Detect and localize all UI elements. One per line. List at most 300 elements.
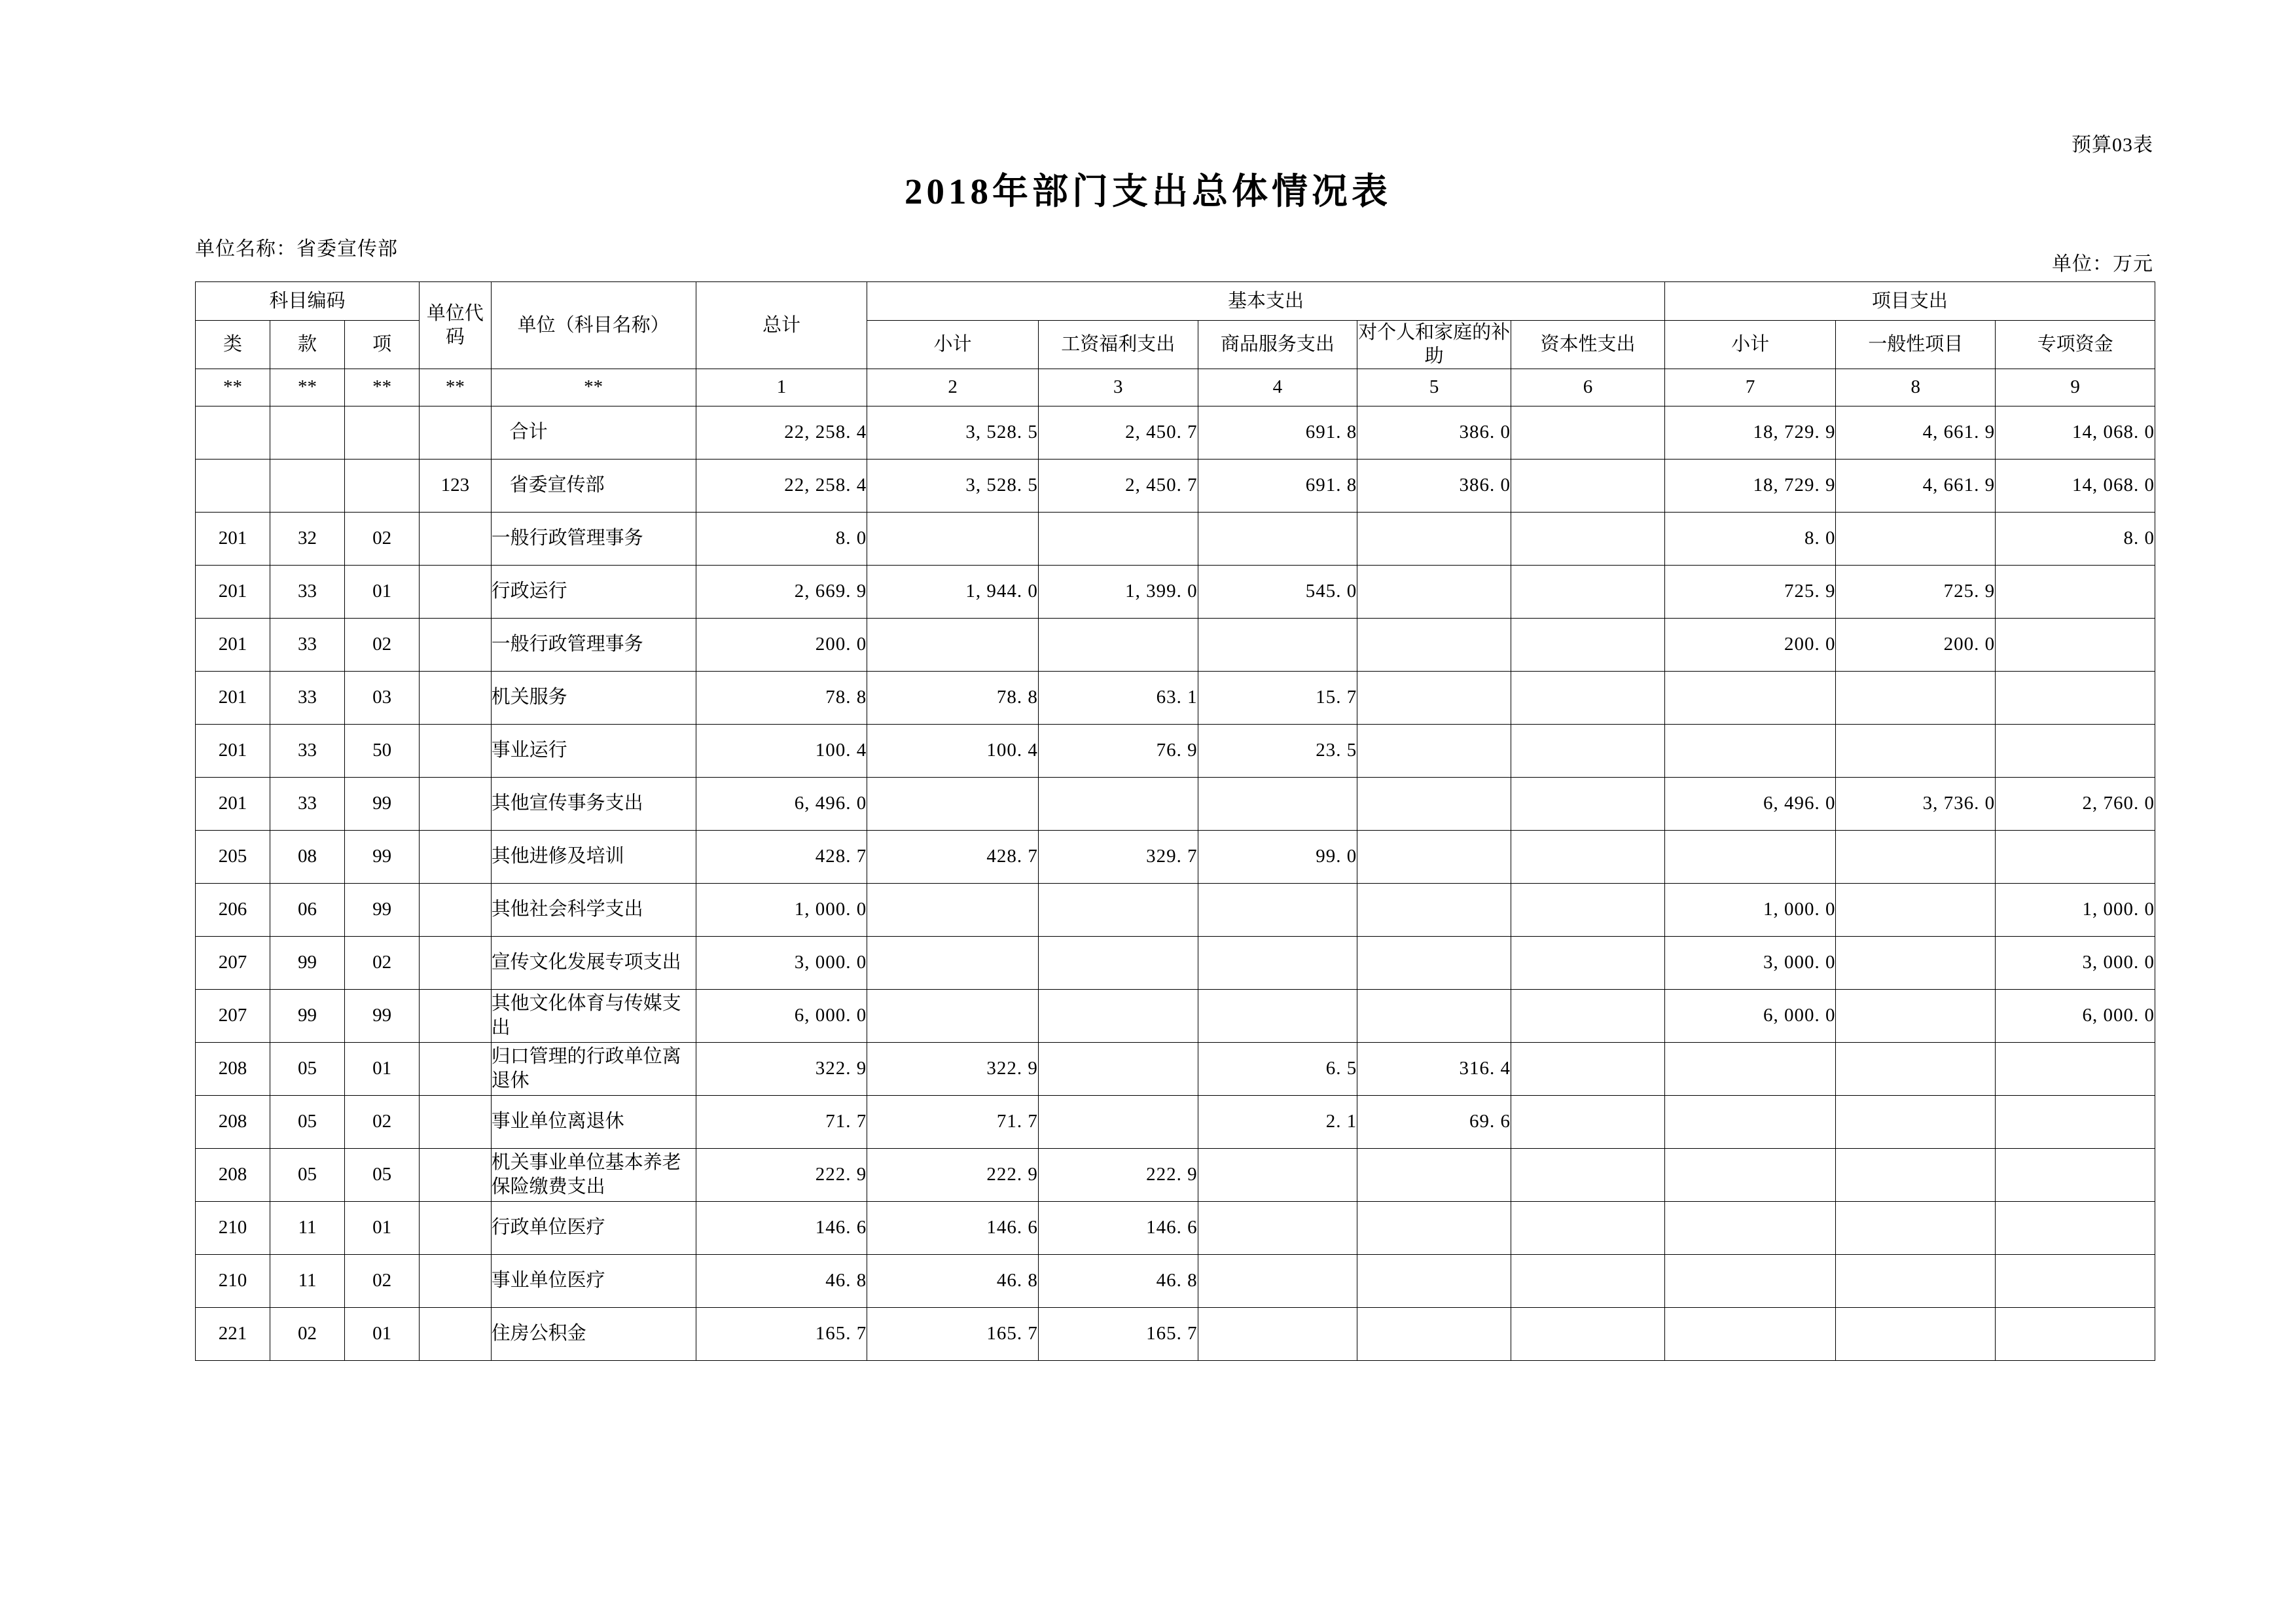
colnum-4: 4 <box>1198 369 1357 406</box>
unit-measure-label: 单位：万元 <box>2052 253 2153 275</box>
cell-personal-family <box>1357 565 1511 618</box>
cell-kuan: 05 <box>270 1042 345 1095</box>
cell-special-fund <box>1996 565 2155 618</box>
cell-lei: 208 <box>196 1148 270 1201</box>
cell-xiang: 02 <box>345 512 420 565</box>
cell-salary-welfare: 63. 1 <box>1038 671 1198 724</box>
cell-personal-family <box>1357 1148 1511 1201</box>
cell-unit-code <box>420 1148 492 1201</box>
cell-general-project: 4, 661. 9 <box>1836 459 1996 512</box>
star-lei: ** <box>196 369 270 406</box>
cell-lei: 205 <box>196 830 270 883</box>
table-row <box>196 777 2155 830</box>
cell-project-subtotal: 3, 000. 0 <box>1664 936 1836 989</box>
cell-basic-subtotal <box>867 777 1039 830</box>
cell-unit-name: 事业单位医疗 <box>491 1254 696 1307</box>
cell-total: 22, 258. 4 <box>696 406 867 459</box>
cell-general-project <box>1836 1254 1996 1307</box>
cell-general-project: 725. 9 <box>1836 565 1996 618</box>
star-kuan: ** <box>270 369 345 406</box>
cell-lei <box>196 406 270 459</box>
table-row <box>196 671 2155 724</box>
cell-general-project <box>1836 830 1996 883</box>
cell-personal-family <box>1357 989 1511 1042</box>
cell-project-subtotal <box>1664 1148 1836 1201</box>
cell-special-fund: 14, 068. 0 <box>1996 406 2155 459</box>
cell-personal-family <box>1357 671 1511 724</box>
cell-goods-services: 2. 1 <box>1198 1095 1357 1148</box>
cell-goods-services <box>1198 1307 1357 1360</box>
cell-goods-services <box>1198 777 1357 830</box>
cell-basic-subtotal <box>867 936 1039 989</box>
cell-salary-welfare <box>1038 936 1198 989</box>
cell-xiang: 05 <box>345 1148 420 1201</box>
cell-salary-welfare: 76. 9 <box>1038 724 1198 777</box>
cell-special-fund <box>1996 724 2155 777</box>
cell-salary-welfare <box>1038 618 1198 671</box>
cell-basic-subtotal: 3, 528. 5 <box>867 459 1039 512</box>
cell-lei <box>196 459 270 512</box>
cell-salary-welfare <box>1038 883 1198 936</box>
cell-total: 22, 258. 4 <box>696 459 867 512</box>
cell-basic-subtotal <box>867 883 1039 936</box>
cell-kuan: 33 <box>270 565 345 618</box>
table-row <box>196 459 2155 512</box>
table-row <box>196 1095 2155 1148</box>
cell-general-project: 200. 0 <box>1836 618 1996 671</box>
cell-general-project <box>1836 1042 1996 1095</box>
cell-xiang: 01 <box>345 565 420 618</box>
cell-kuan: 02 <box>270 1307 345 1360</box>
cell-basic-subtotal: 1, 944. 0 <box>867 565 1039 618</box>
table-head <box>196 282 2155 406</box>
cell-personal-family <box>1357 936 1511 989</box>
cell-capital <box>1511 459 1665 512</box>
cell-kuan <box>270 459 345 512</box>
cell-goods-services <box>1198 1254 1357 1307</box>
cell-unit-name: 其他进修及培训 <box>491 830 696 883</box>
cell-unit-code <box>420 618 492 671</box>
table-row <box>196 1254 2155 1307</box>
cell-goods-services: 545. 0 <box>1198 565 1357 618</box>
cell-project-subtotal: 8. 0 <box>1664 512 1836 565</box>
cell-capital <box>1511 512 1665 565</box>
cell-unit-code <box>420 1042 492 1095</box>
cell-capital <box>1511 883 1665 936</box>
cell-xiang: 01 <box>345 1307 420 1360</box>
header-project-expense: 项目支出 <box>1664 282 2155 321</box>
cell-personal-family: 69. 6 <box>1357 1095 1511 1148</box>
cell-unit-name: 其他社会科学支出 <box>491 883 696 936</box>
cell-total: 200. 0 <box>696 618 867 671</box>
header-goods-services: 商品服务支出 <box>1198 321 1357 369</box>
cell-goods-services: 23. 5 <box>1198 724 1357 777</box>
page-title: 2018年部门支出总体情况表 <box>904 171 1391 211</box>
cell-goods-services: 691. 8 <box>1198 459 1357 512</box>
cell-capital <box>1511 830 1665 883</box>
cell-basic-subtotal: 78. 8 <box>867 671 1039 724</box>
cell-unit-name: 事业单位离退休 <box>491 1095 696 1148</box>
star-xiang: ** <box>345 369 420 406</box>
cell-special-fund <box>1996 618 2155 671</box>
colnum-8: 8 <box>1836 369 1996 406</box>
cell-unit-name: 行政单位医疗 <box>491 1201 696 1254</box>
cell-general-project <box>1836 512 1996 565</box>
cell-unit-code <box>420 830 492 883</box>
cell-general-project: 3, 736. 0 <box>1836 777 1996 830</box>
cell-salary-welfare <box>1038 1042 1198 1095</box>
cell-xiang: 02 <box>345 1095 420 1148</box>
cell-xiang <box>345 406 420 459</box>
cell-lei: 201 <box>196 565 270 618</box>
cell-kuan: 11 <box>270 1254 345 1307</box>
cell-total: 222. 9 <box>696 1148 867 1201</box>
cell-basic-subtotal <box>867 512 1039 565</box>
header-code-group: 科目编码 <box>196 282 420 321</box>
table-row <box>196 1307 2155 1360</box>
cell-special-fund <box>1996 1201 2155 1254</box>
cell-personal-family: 316. 4 <box>1357 1042 1511 1095</box>
cell-basic-subtotal: 165. 7 <box>867 1307 1039 1360</box>
cell-unit-code <box>420 671 492 724</box>
header-personal-family: 对个人和家庭的补助 <box>1357 321 1511 369</box>
cell-total: 78. 8 <box>696 671 867 724</box>
cell-xiang: 99 <box>345 777 420 830</box>
cell-project-subtotal <box>1664 1254 1836 1307</box>
cell-kuan: 11 <box>270 1201 345 1254</box>
cell-basic-subtotal <box>867 618 1039 671</box>
cell-unit-name: 事业运行 <box>491 724 696 777</box>
cell-unit-code <box>420 512 492 565</box>
cell-project-subtotal <box>1664 1307 1836 1360</box>
cell-project-subtotal <box>1664 1042 1836 1095</box>
cell-kuan: 99 <box>270 936 345 989</box>
cell-xiang: 02 <box>345 618 420 671</box>
cell-unit-code <box>420 883 492 936</box>
cell-personal-family <box>1357 1254 1511 1307</box>
cell-general-project <box>1836 1148 1996 1201</box>
header-lei: 类 <box>196 321 270 369</box>
cell-personal-family: 386. 0 <box>1357 459 1511 512</box>
cell-salary-welfare <box>1038 1095 1198 1148</box>
cell-project-subtotal: 6, 496. 0 <box>1664 777 1836 830</box>
cell-unit-code <box>420 1307 492 1360</box>
cell-personal-family <box>1357 830 1511 883</box>
cell-unit-name: 住房公积金 <box>491 1307 696 1360</box>
cell-lei: 221 <box>196 1307 270 1360</box>
cell-goods-services <box>1198 512 1357 565</box>
table-row <box>196 618 2155 671</box>
table-row <box>196 565 2155 618</box>
cell-general-project <box>1836 883 1996 936</box>
cell-goods-services: 691. 8 <box>1198 406 1357 459</box>
cell-capital <box>1511 936 1665 989</box>
cell-capital <box>1511 1307 1665 1360</box>
cell-capital <box>1511 1095 1665 1148</box>
table-row <box>196 883 2155 936</box>
cell-unit-name: 省委宣传部 <box>491 459 696 512</box>
cell-project-subtotal: 200. 0 <box>1664 618 1836 671</box>
cell-basic-subtotal: 222. 9 <box>867 1148 1039 1201</box>
cell-project-subtotal: 725. 9 <box>1664 565 1836 618</box>
cell-kuan: 08 <box>270 830 345 883</box>
cell-capital <box>1511 1042 1665 1095</box>
budget-table <box>195 281 2155 1361</box>
cell-goods-services <box>1198 936 1357 989</box>
cell-general-project <box>1836 1095 1996 1148</box>
table-row <box>196 830 2155 883</box>
cell-goods-services <box>1198 618 1357 671</box>
cell-general-project: 4, 661. 9 <box>1836 406 1996 459</box>
header-row-groups <box>196 282 2155 321</box>
cell-project-subtotal <box>1664 1201 1836 1254</box>
cell-goods-services <box>1198 883 1357 936</box>
cell-capital <box>1511 618 1665 671</box>
table-row <box>196 936 2155 989</box>
cell-total: 71. 7 <box>696 1095 867 1148</box>
cell-special-fund: 1, 000. 0 <box>1996 883 2155 936</box>
cell-basic-subtotal: 146. 6 <box>867 1201 1039 1254</box>
cell-total: 6, 000. 0 <box>696 989 867 1042</box>
cell-special-fund: 2, 760. 0 <box>1996 777 2155 830</box>
cell-goods-services <box>1198 1201 1357 1254</box>
cell-unit-name: 机关服务 <box>491 671 696 724</box>
table-row <box>196 724 2155 777</box>
cell-salary-welfare <box>1038 777 1198 830</box>
cell-goods-services <box>1198 989 1357 1042</box>
cell-basic-subtotal: 100. 4 <box>867 724 1039 777</box>
cell-special-fund <box>1996 1095 2155 1148</box>
table-row <box>196 1042 2155 1095</box>
cell-special-fund: 14, 068. 0 <box>1996 459 2155 512</box>
cell-lei: 208 <box>196 1095 270 1148</box>
cell-kuan: 33 <box>270 671 345 724</box>
cell-xiang: 99 <box>345 989 420 1042</box>
cell-general-project <box>1836 1307 1996 1360</box>
colnum-5: 5 <box>1357 369 1511 406</box>
header-project-subtotal: 小计 <box>1664 321 1836 369</box>
cell-capital <box>1511 1148 1665 1201</box>
cell-basic-subtotal <box>867 989 1039 1042</box>
cell-kuan: 05 <box>270 1095 345 1148</box>
cell-total: 322. 9 <box>696 1042 867 1095</box>
header-general-project: 一般性项目 <box>1836 321 1996 369</box>
cell-salary-welfare: 329. 7 <box>1038 830 1198 883</box>
cell-capital <box>1511 1254 1665 1307</box>
cell-goods-services: 15. 7 <box>1198 671 1357 724</box>
cell-lei: 201 <box>196 777 270 830</box>
cell-lei: 210 <box>196 1254 270 1307</box>
cell-xiang: 02 <box>345 936 420 989</box>
cell-unit-name: 一般行政管理事务 <box>491 618 696 671</box>
cell-unit-code: 123 <box>420 459 492 512</box>
cell-salary-welfare <box>1038 512 1198 565</box>
cell-lei: 201 <box>196 671 270 724</box>
header-total: 总计 <box>696 282 867 369</box>
table-row <box>196 989 2155 1042</box>
cell-unit-code <box>420 936 492 989</box>
colnum-1: 1 <box>696 369 867 406</box>
cell-project-subtotal: 1, 000. 0 <box>1664 883 1836 936</box>
cell-goods-services <box>1198 1148 1357 1201</box>
cell-lei: 208 <box>196 1042 270 1095</box>
cell-capital <box>1511 406 1665 459</box>
cell-capital <box>1511 565 1665 618</box>
cell-project-subtotal: 6, 000. 0 <box>1664 989 1836 1042</box>
cell-xiang: 02 <box>345 1254 420 1307</box>
cell-total: 6, 496. 0 <box>696 777 867 830</box>
cell-kuan: 33 <box>270 618 345 671</box>
cell-unit-name: 其他文化体育与传媒支出 <box>491 989 696 1042</box>
cell-project-subtotal: 18, 729. 9 <box>1664 459 1836 512</box>
cell-total: 1, 000. 0 <box>696 883 867 936</box>
cell-lei: 207 <box>196 989 270 1042</box>
cell-capital <box>1511 989 1665 1042</box>
cell-kuan: 99 <box>270 989 345 1042</box>
cell-basic-subtotal: 322. 9 <box>867 1042 1039 1095</box>
cell-unit-name: 机关事业单位基本养老保险缴费支出 <box>491 1148 696 1201</box>
cell-xiang: 50 <box>345 724 420 777</box>
star-unit-name: ** <box>491 369 696 406</box>
header-capital: 资本性支出 <box>1511 321 1665 369</box>
table-row <box>196 1148 2155 1201</box>
cell-general-project <box>1836 936 1996 989</box>
cell-special-fund: 6, 000. 0 <box>1996 989 2155 1042</box>
cell-special-fund <box>1996 1307 2155 1360</box>
cell-basic-subtotal: 428. 7 <box>867 830 1039 883</box>
cell-capital <box>1511 1201 1665 1254</box>
cell-kuan: 33 <box>270 724 345 777</box>
cell-kuan: 32 <box>270 512 345 565</box>
cell-personal-family <box>1357 1201 1511 1254</box>
cell-project-subtotal <box>1664 724 1836 777</box>
cell-unit-code <box>420 1095 492 1148</box>
cell-general-project <box>1836 724 1996 777</box>
cell-total: 46. 8 <box>696 1254 867 1307</box>
cell-unit-name: 一般行政管理事务 <box>491 512 696 565</box>
cell-lei: 201 <box>196 724 270 777</box>
cell-general-project <box>1836 1201 1996 1254</box>
header-xiang: 项 <box>345 321 420 369</box>
header-salary-welfare: 工资福利支出 <box>1038 321 1198 369</box>
cell-unit-code <box>420 406 492 459</box>
header-unit-name: 单位（科目名称） <box>491 282 696 369</box>
cell-salary-welfare: 222. 9 <box>1038 1148 1198 1201</box>
cell-lei: 201 <box>196 512 270 565</box>
colnum-3: 3 <box>1038 369 1198 406</box>
cell-general-project <box>1836 671 1996 724</box>
cell-xiang: 03 <box>345 671 420 724</box>
cell-xiang: 99 <box>345 830 420 883</box>
cell-capital <box>1511 724 1665 777</box>
cell-unit-code <box>420 1201 492 1254</box>
cell-personal-family: 386. 0 <box>1357 406 1511 459</box>
cell-total: 2, 669. 9 <box>696 565 867 618</box>
cell-total: 3, 000. 0 <box>696 936 867 989</box>
unit-name-label: 单位名称：省委宣传部 <box>195 238 398 260</box>
cell-kuan <box>270 406 345 459</box>
cell-special-fund <box>1996 1254 2155 1307</box>
cell-capital <box>1511 671 1665 724</box>
colnum-2: 2 <box>867 369 1039 406</box>
cell-project-subtotal <box>1664 830 1836 883</box>
table-body <box>196 406 2155 1360</box>
cell-special-fund <box>1996 671 2155 724</box>
cell-project-subtotal <box>1664 671 1836 724</box>
cell-salary-welfare <box>1038 989 1198 1042</box>
cell-salary-welfare: 1, 399. 0 <box>1038 565 1198 618</box>
cell-unit-name: 其他宣传事务支出 <box>491 777 696 830</box>
form-code-label: 预算03表 <box>2072 134 2153 156</box>
cell-xiang: 01 <box>345 1042 420 1095</box>
cell-salary-welfare: 146. 6 <box>1038 1201 1198 1254</box>
cell-unit-code <box>420 565 492 618</box>
cell-lei: 206 <box>196 883 270 936</box>
cell-unit-code <box>420 777 492 830</box>
header-basic-expense: 基本支出 <box>867 282 1665 321</box>
table-row <box>196 512 2155 565</box>
cell-total: 428. 7 <box>696 830 867 883</box>
cell-kuan: 06 <box>270 883 345 936</box>
colnum-6: 6 <box>1511 369 1665 406</box>
cell-xiang <box>345 459 420 512</box>
cell-unit-code <box>420 989 492 1042</box>
cell-basic-subtotal: 46. 8 <box>867 1254 1039 1307</box>
cell-goods-services: 99. 0 <box>1198 830 1357 883</box>
cell-special-fund: 3, 000. 0 <box>1996 936 2155 989</box>
cell-xiang: 01 <box>345 1201 420 1254</box>
cell-goods-services: 6. 5 <box>1198 1042 1357 1095</box>
colnum-9: 9 <box>1996 369 2155 406</box>
cell-kuan: 33 <box>270 777 345 830</box>
cell-salary-welfare: 165. 7 <box>1038 1307 1198 1360</box>
cell-unit-code <box>420 1254 492 1307</box>
header-basic-subtotal: 小计 <box>867 321 1039 369</box>
cell-unit-name: 行政运行 <box>491 565 696 618</box>
cell-unit-code <box>420 724 492 777</box>
cell-lei: 207 <box>196 936 270 989</box>
cell-personal-family <box>1357 512 1511 565</box>
cell-special-fund <box>1996 830 2155 883</box>
cell-special-fund: 8. 0 <box>1996 512 2155 565</box>
cell-salary-welfare: 46. 8 <box>1038 1254 1198 1307</box>
header-kuan: 款 <box>270 321 345 369</box>
cell-project-subtotal: 18, 729. 9 <box>1664 406 1836 459</box>
header-unit-code: 单位代码 <box>420 282 492 369</box>
cell-personal-family <box>1357 777 1511 830</box>
header-row-stars <box>196 369 2155 406</box>
cell-basic-subtotal: 3, 528. 5 <box>867 406 1039 459</box>
cell-personal-family <box>1357 618 1511 671</box>
cell-total: 146. 6 <box>696 1201 867 1254</box>
cell-special-fund <box>1996 1042 2155 1095</box>
cell-general-project <box>1836 989 1996 1042</box>
cell-total: 165. 7 <box>696 1307 867 1360</box>
table-row <box>196 1201 2155 1254</box>
cell-personal-family <box>1357 724 1511 777</box>
table-row <box>196 406 2155 459</box>
cell-xiang: 99 <box>345 883 420 936</box>
cell-basic-subtotal: 71. 7 <box>867 1095 1039 1148</box>
cell-salary-welfare: 2, 450. 7 <box>1038 406 1198 459</box>
header-special-fund: 专项资金 <box>1996 321 2155 369</box>
star-unit-code: ** <box>420 369 492 406</box>
cell-special-fund <box>1996 1148 2155 1201</box>
cell-personal-family <box>1357 883 1511 936</box>
cell-personal-family <box>1357 1307 1511 1360</box>
cell-unit-name: 合计 <box>491 406 696 459</box>
cell-total: 8. 0 <box>696 512 867 565</box>
